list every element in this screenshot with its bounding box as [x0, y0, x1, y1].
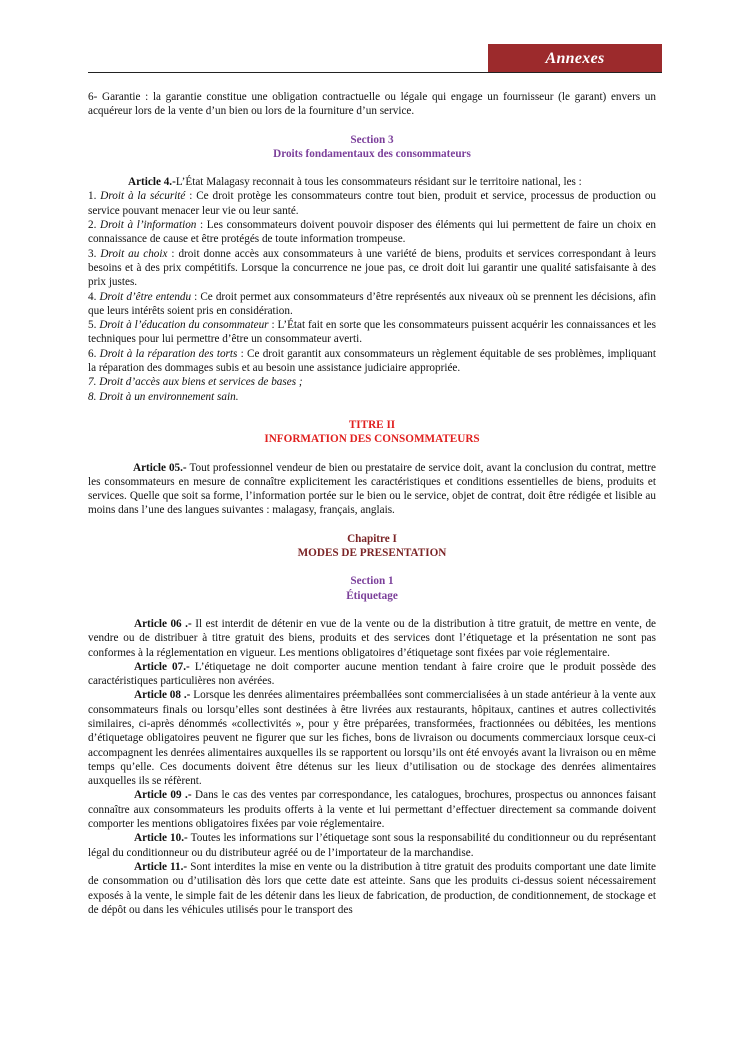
article-05: Article 05.- Tout professionnel vendeur de bien ou prestataire de service doit, avant la conclusion du contrat, mettre les consommateurs en mesure de connaître explicitement les caractéristiques et conditions essentielles de biens, produits et services. Quelle que soit sa forme, l’information portée sur le bien ou le service, objet de contrat, doit être rédigée et lisible au moins dans l’une des langues suivantes : malagasy, français, anglais.	[88, 461, 657, 517]
article-06: Article 06 .- Il est interdit de détenir en vue de la vente ou de la distribution à titre gratuit, de mettre en vente, de vendre ou de distribuer à titre gratuit des biens, produits et des services dont l’étiquetage et la présentation ne sont pas conformes à la réglementation en vigueur. Les mentions obligatoires d’étiquetage sont fixées par voie réglementaire.	[88, 617, 656, 659]
right-5: 5. Droit à l’éducation du consommateur : L’État fait en sorte que les consommateurs puissent acquérir les connaissances et les techniques pour lui permettre d’être un consommateur averti.	[88, 319, 656, 346]
article-4-text: L’État Malagasy reconnait à tous les consommateurs résidant sur le territoire national, les :	[175, 176, 582, 189]
article-11: Article 11.- Sont interdites la mise en vente ou la distribution à titre gratuit des produits comportant une date limite de consommation ou d’utilisation dès lors que cette date est atteinte. Sans que les produits ci-dessus soient nécessairement exposés à la vente, le simple fait de les détenir dans les lieux de fabrication, de production, de conditionnement, de stockage et de dépôt ou dans les véhicules utilisés pour le transport des	[88, 860, 656, 916]
right-8: 8. Droit à un environnement sain.	[88, 390, 239, 403]
right-6: 6. Droit à la réparation des torts : Ce droit garantit aux consommateurs un règlement équitable de ses problèmes, impliquant la réparation des dommages subis et au besoin une assistance judiciaire appropriée.	[88, 347, 656, 375]
article-10: Article 10.- Toutes les informations sur l’étiquetage sont sous la responsabilité du conditionneur ou du représentant légal du conditionneur ou du distributeur agréé ou de l’importateur de la marchandise.	[88, 832, 656, 859]
page-header	[0, 0, 744, 74]
document-body	[88, 90, 656, 917]
article-08: Article 08 .- Lorsque les denrées alimentaires préemballées sont commercialisées à un stade antérieur à la vente aux consommateurs finals ou lorsqu’elles sont destinées à être livrées aux restaurants, hôpitaux, cantines et autres collectivités similaires, ci-après dénommés «collectivités », pour y être préparées, transformées, fractionnées ou débitées, les mentions d’étiquetage obligatoires peuvent ne figurer que sur les fiches, bons de livraison ou documents commerciaux lorsque ceux-ci accompagnent les denrées alimentaires auxquelles ils se rapportent ou lorsqu’ils ont été envoyés avant la livraison ou en même temps qu’elle. Ces documents doivent être détenus sur les lieux d’utilisation ou de stockage des denrées alimentaires auxquelles ils se réfèrent.	[88, 689, 656, 788]
right-3: 3. Droit au choix : droit donne accès aux consommateurs à une variété de biens, produits et services correspondant à leurs besoins et à des prix compétitifs. Lorsque la concurrence ne joue pas, ce droit doit lui garantir une qualité satisfaisante à des prix justes.	[88, 247, 656, 289]
header-rule	[88, 72, 662, 73]
titre-2-subtitle: INFORMATION DES CONSOMMATEURS	[264, 433, 480, 446]
article-07: Article 07.- L’étiquetage ne doit comporter aucune mention tendant à faire croire que le produit possède des caractéristiques particulières non avérées.	[88, 660, 657, 688]
right-1: 1. Droit à la sécurité : Ce droit protège les consommateurs contre tout bien, produit et service, processus de production ou service pouvant menacer leur vie ou leur santé.	[88, 190, 657, 217]
titre-2-title: TITRE II	[348, 418, 396, 431]
annexes-tab: Annexes	[488, 44, 662, 73]
article-4-label: Article 4.-	[128, 176, 176, 189]
chapitre-1-subtitle: MODES DE PRESENTATION	[297, 547, 447, 560]
article-09: Article 09 .- Dans le cas des ventes par correspondance, les catalogues, brochures, prospectus ou annonces faisant connaître aux consommateurs les produits offerts à la vente et lui permettant d’effectuer directement sa commande doivent comporter les mentions obligatoires fixées par voie réglementaire.	[88, 789, 656, 831]
article-4-intro	[88, 175, 656, 189]
section-3-title: Section 3	[350, 133, 394, 146]
section-1-title: Section 1	[350, 575, 394, 588]
section-1-subtitle: Étiquetage	[346, 589, 398, 602]
right-4: 4. Droit d’être entendu : Ce droit permet aux consommateurs d’être représentés aux niveaux où se prennent les décisions, afin que leurs intérêts soient pris en considération.	[88, 290, 656, 317]
right-2: 2. Droit à l’information : Les consommateurs doivent pouvoir disposer des éléments qui lui permettent de faire un choix en connaissance de cause et être protégés de toute information trompeuse.	[88, 219, 656, 246]
section-3-subtitle: Droits fondamentaux des consommateurs	[273, 147, 471, 160]
right-7: 7. Droit d’accès aux biens et services de bases ;	[88, 376, 303, 389]
guarantee-definition: 6- Garantie : la garantie constitue une obligation contractuelle ou légale qui engage un fournisseur (le garant) envers un acquéreur lors de la vente d’un bien ou lors de la fourniture d’un service.	[88, 91, 656, 118]
chapitre-1-title: Chapitre I	[347, 532, 397, 545]
